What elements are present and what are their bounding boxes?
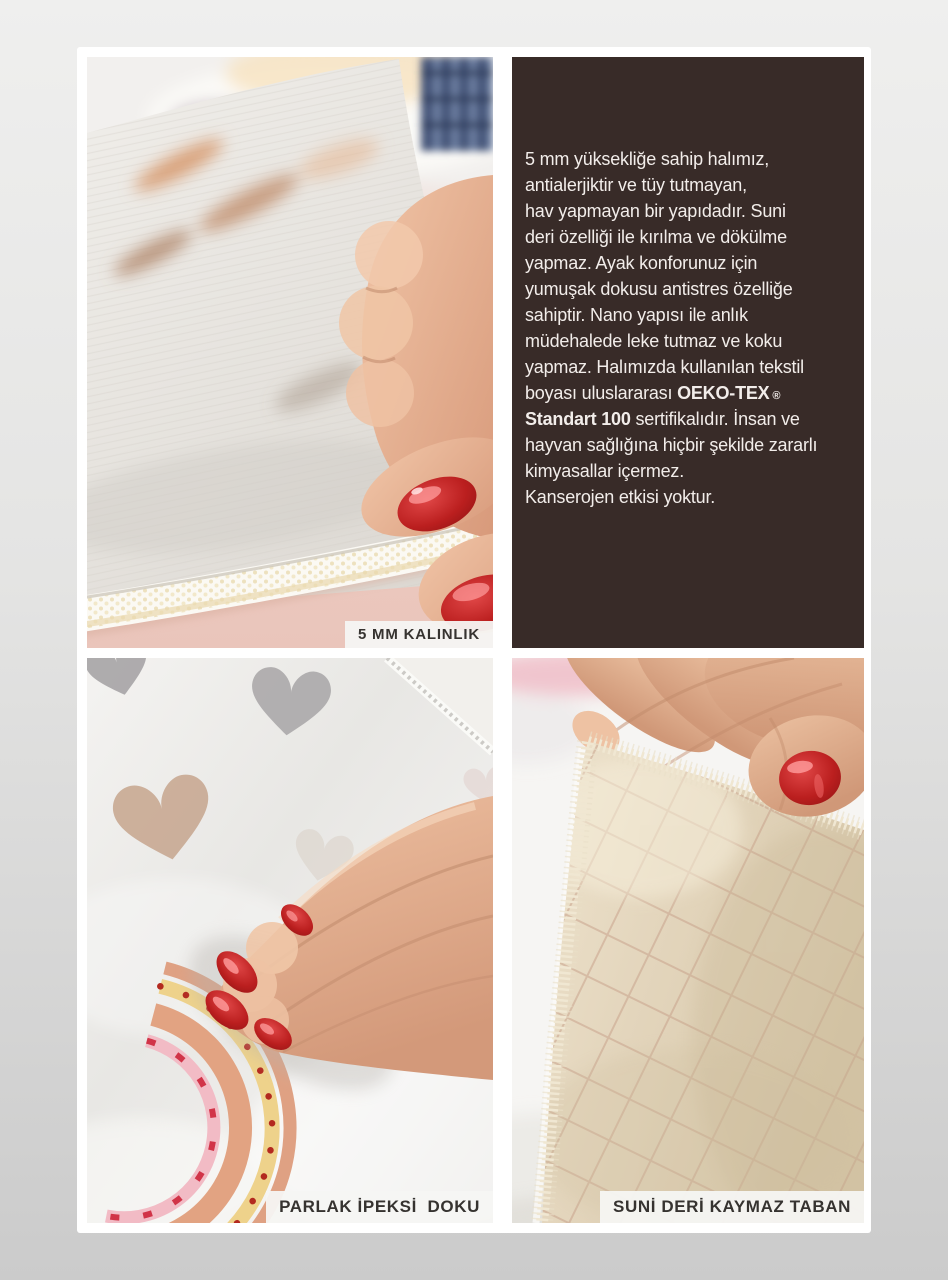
- thickness-caption-label: 5 MM KALINLIK: [357, 626, 480, 643]
- description-line: deri özelliği ile kırılma ve dökülme: [525, 227, 787, 247]
- thickness-photo-illustration: [87, 57, 493, 648]
- description-line: hav yapmayan bir yapıdadır. Suni: [525, 201, 786, 221]
- description-line: yapmaz. Halımızda kullanılan tekstil: [525, 357, 804, 377]
- description-line: Kanserojen etkisi yoktur.: [525, 487, 716, 507]
- description-line: müdehalede leke tutmaz ve koku: [525, 331, 783, 351]
- description-line: kimyasallar içermez.: [525, 461, 685, 481]
- texture-caption-bar: [266, 1191, 493, 1223]
- base-caption-bar: [600, 1191, 864, 1223]
- description-line: 5 mm yüksekliğe sahip halımız,: [525, 149, 770, 169]
- description-line: yapmaz. Ayak konforunuz için: [525, 253, 758, 273]
- thickness-caption-bar: [345, 621, 493, 648]
- description-line: antialerjiktir ve tüy tutmayan,: [525, 175, 747, 195]
- base-caption-label: SUNİ DERİ KAYMAZ TABAN: [613, 1197, 851, 1216]
- texture-caption-label: PARLAK İPEKSİ DOKU: [279, 1197, 480, 1216]
- description-text: [512, 57, 864, 510]
- content-frame: [77, 47, 871, 1233]
- base-photo-illustration: [512, 658, 864, 1223]
- panel-base-photo: [512, 658, 864, 1223]
- panel-texture-photo: [87, 658, 493, 1223]
- description-line: boyası uluslararası OEKO-TEX ®: [525, 383, 781, 403]
- texture-photo-illustration: [87, 658, 493, 1223]
- panel-thickness-photo: [87, 57, 493, 648]
- description-line: hayvan sağlığına hiçbir şekilde zararlı: [525, 435, 818, 455]
- description-line: yumuşak dokusu antistres özelliğe: [525, 279, 793, 299]
- description-line: sahiptir. Nano yapısı ile anlık: [525, 305, 748, 325]
- description-panel: [512, 57, 864, 648]
- description-line: Standart 100 sertifikalıdır. İnsan ve: [525, 409, 800, 429]
